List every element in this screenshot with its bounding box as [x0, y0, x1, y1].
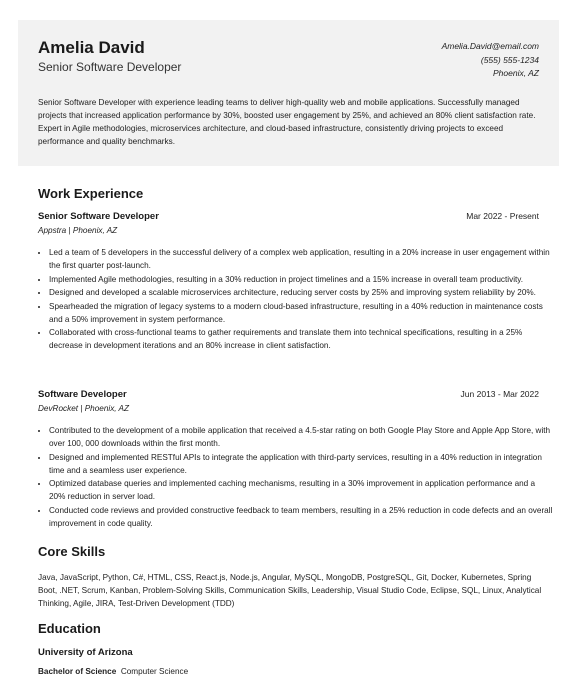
job-bullet: • Optimized database queries and implemented caching mechanisms, resulting in a 30% improvement in application performance and a 20% reduction in server load.	[49, 477, 553, 503]
contact-email[interactable]: Amelia.David@email.com	[441, 41, 539, 51]
job-bullet-list	[38, 424, 553, 530]
job-title: Software Developer	[38, 389, 127, 400]
section-heading-education: Education	[38, 621, 101, 636]
contact-location: Phoenix, AZ	[493, 68, 539, 78]
profile-summary: Senior Software Developer with experience leading teams to deliver high-quality web and mobile applications. Successfully managed projects that increased application performance by 30%, boosted user engagement by 25%, and achieved an 80% client satisfaction rate. Expert in Agile methodologies, microservices architecture, and cloud-based infrastructure, consistently driving projects to exceed performance and quality benchmarks.	[38, 98, 536, 146]
contact-phone: (555) 555-1234	[480, 54, 539, 65]
education-school: University of Arizona	[38, 647, 133, 658]
job-bullet: • Led a team of 5 developers in the successful delivery of a complex web application, resulting in a 20% increase in user engagement within the first quarter post-launch.	[49, 246, 553, 272]
job-bullet-list	[38, 246, 553, 353]
job-bullet: • Spearheaded the migration of legacy systems to a modern cloud-based infrastructure, resulting in a 40% reduction in maintenance costs and a 50% improvement in system performance.	[49, 300, 553, 326]
job-bullet: • Conducted code reviews and provided constructive feedback to team members, resulting in a 25% reduction in code defects and an overall improvement in code quality.	[49, 504, 553, 530]
candidate-role: Senior Software Developer	[38, 60, 182, 74]
job-title: Senior Software Developer	[38, 211, 159, 222]
contact-block	[442, 40, 539, 81]
job-bullet: • Collaborated with cross-functional teams to gather requirements and translate them into technical specifications, resulting in a 25% decrease in development iterations and an 80% increase in client satisfaction.	[49, 326, 553, 352]
job-dates: Jun 2013 - Mar 2022	[460, 389, 539, 399]
section-heading-skills: Core Skills	[38, 544, 106, 559]
skills-list: Java, JavaScript, Python, C#, HTML, CSS, React.js, Node.js, Angular, MySQL, MongoDB, PostgreSQL, Git, Docker, Kubernetes, Spring Boot, .NET, Scrum, Kanban, Problem-Solving Skills, Communication Skills, Leadership, Visual Studio Code, Eclipse, SQL, Linux, Analytical Thinking, Agile, JIRA, Test-Driven Development (TDD)	[38, 573, 542, 608]
job-company: DevRocket | Phoenix, AZ	[38, 404, 130, 413]
job-bullet: • Designed and implemented RESTful APIs to integrate the application with third-party services, resulting in a 40% reduction in integration time and a seamless user experience.	[49, 451, 553, 477]
education-degree: Bachelor of Science	[38, 667, 117, 676]
job-bullet: • Contributed to the development of a mobile application that received a 4.5-star rating on both Google Play Store and Apple App Store, with over 100, 000 downloads within the first month.	[49, 424, 553, 450]
candidate-name: Amelia David	[38, 38, 145, 57]
job-bullet: • Implemented Agile methodologies, resulting in a 30% reduction in project timelines and a 15% increase in overall team productivity.	[49, 273, 553, 286]
education-degree-line	[38, 667, 188, 676]
section-heading-experience: Work Experience	[38, 186, 144, 201]
job-bullet: • Designed and developed a scalable microservices architecture, reducing server costs by 25% and improving system reliability by 20%.	[49, 286, 553, 299]
job-company: Appstra | Phoenix, AZ	[38, 226, 118, 235]
job-dates: Mar 2022 - Present	[466, 211, 539, 221]
education-field: Computer Science	[120, 667, 189, 676]
